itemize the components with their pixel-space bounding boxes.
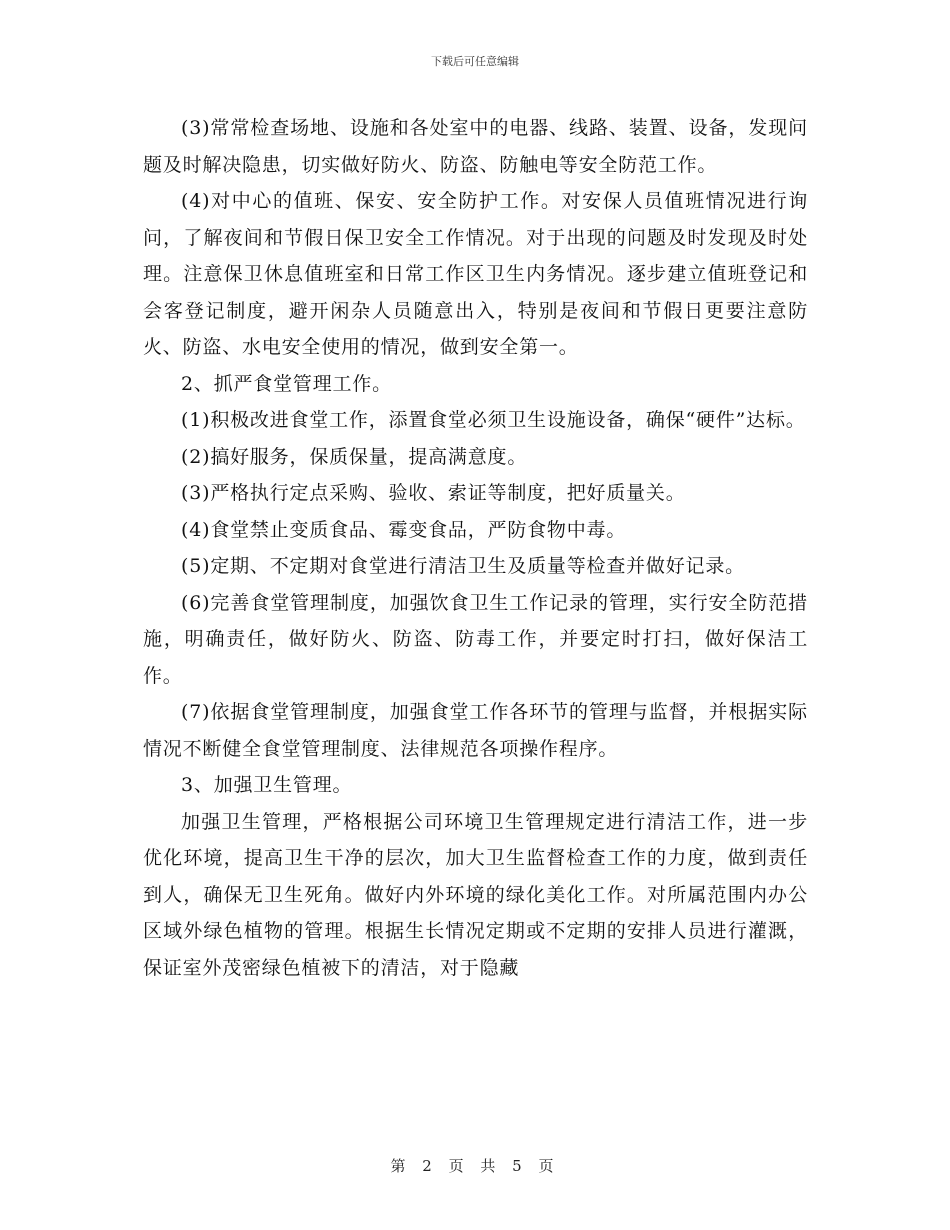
section-heading: 2、抓严食堂管理工作。 bbox=[181, 372, 392, 395]
paragraph: (4)对中心的值班、保安、安全防护工作。对安保人员值班情况进行询问，了解夜间和节假日保卫安全工作情况。对于出现的问题及时发现及时处理。注意保卫休息值班室和日常工作区卫生内务情况。逐步建立值班登记和会客登记制度，避开闲杂人员随意出入，特别是夜间和节假日更要注意防火、防盗、水电安全使用的情况，做到安全第一。 bbox=[143, 190, 808, 358]
paragraph: (5)定期、不定期对食堂进行清洁卫生及质量等检查并做好记录。 bbox=[181, 555, 745, 577]
page-header: 下载后可任意编辑 bbox=[431, 55, 519, 68]
document-body bbox=[143, 110, 808, 986]
paragraph: (4)食堂禁止变质食品、霉变食品，严防食物中毒。 bbox=[181, 518, 627, 541]
paragraph: (3)常常检查场地、设施和各处室中的电器、线路、装置、设备，发现问题及时解决隐患，切实做好防火、防盗、防触电等安全防范工作。 bbox=[143, 117, 808, 176]
paragraph: (1)积极改进食堂工作，添置食堂必须卫生设施设备，确保“硬件”达标。 bbox=[181, 409, 806, 431]
paragraph: (6)完善食堂管理制度，加强饮食卫生工作记录的管理，实行安全防范措施，明确责任，做好防火、防盗、防毒工作，并要定时打扫，做好保洁工作。 bbox=[143, 591, 808, 687]
paragraph: (2)搞好服务，保质保量，提高满意度。 bbox=[181, 445, 528, 468]
paragraph: (7)依据食堂管理制度，加强食堂工作各环节的管理与监督，并根据实际情况不断健全食堂管理制度、法律规范各项操作程序。 bbox=[143, 701, 808, 760]
paragraph: 加强卫生管理，严格根据公司环境卫生管理规定进行清洁工作，进一步优化环境，提高卫生干净的层次，加大卫生监督检查工作的力度，做到责任到人，确保无卫生死角。做好内外环境的绿化美化工作。对所属范围内办公区域外绿色植物的管理。根据生长情况定期或不定期的安排人员进行灌溉，保证室外茂密绿色植被下的清洁，对于隐藏 bbox=[143, 810, 808, 979]
section-heading: 3、加强卫生管理。 bbox=[181, 774, 353, 796]
page-number: 第 2 页 共 5 页 bbox=[390, 1157, 560, 1175]
paragraph: (3)严格执行定点采购、验收、索证等制度，把好质量关。 bbox=[181, 482, 686, 504]
